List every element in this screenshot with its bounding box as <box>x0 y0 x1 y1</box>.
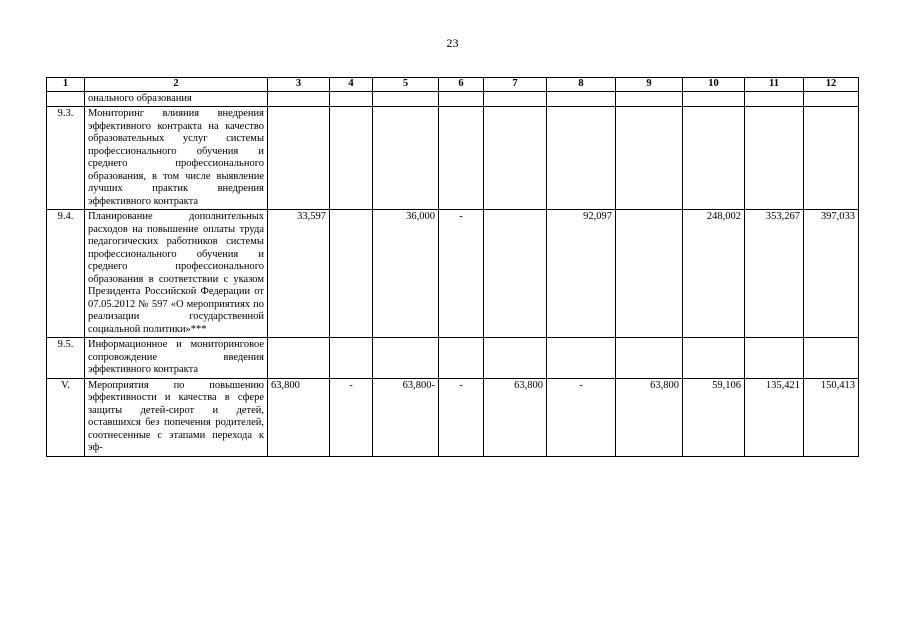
cell-value: - <box>439 378 484 456</box>
cell-value <box>373 338 439 379</box>
column-header: 2 <box>85 78 268 92</box>
cell-value: 63,800 <box>268 378 330 456</box>
cell-value: 150,413 <box>804 378 859 456</box>
column-header: 12 <box>804 78 859 92</box>
cell-value <box>683 107 745 210</box>
cell-value <box>268 338 330 379</box>
cell-value <box>616 107 683 210</box>
cell-value <box>268 107 330 210</box>
cell-value: 63,800 <box>616 378 683 456</box>
cell-value: 36,000 <box>373 210 439 338</box>
row-description: онального образования <box>85 91 268 107</box>
header-row <box>47 78 859 92</box>
cell-value: 92,097 <box>547 210 616 338</box>
cell-value <box>330 338 373 379</box>
cell-value <box>268 91 330 107</box>
table-row <box>47 107 859 210</box>
cell-value <box>804 91 859 107</box>
row-number: 9.3. <box>47 107 85 210</box>
cell-value: 33,597 <box>268 210 330 338</box>
cell-value: 135,421 <box>745 378 804 456</box>
cell-value: 397,033 <box>804 210 859 338</box>
data-table <box>46 77 859 457</box>
cell-value <box>547 107 616 210</box>
cell-value <box>547 91 616 107</box>
cell-value <box>330 107 373 210</box>
cell-value <box>616 338 683 379</box>
column-header: 11 <box>745 78 804 92</box>
cell-value: - <box>547 378 616 456</box>
cell-value: 63,800- <box>373 378 439 456</box>
cell-value: 248,002 <box>683 210 745 338</box>
cell-value <box>484 210 547 338</box>
row-description: Информационное и мониторинговое сопровождение введения эффективного контракта <box>85 338 268 379</box>
column-header: 5 <box>373 78 439 92</box>
table-row <box>47 378 859 456</box>
table-row <box>47 210 859 338</box>
cell-value <box>683 338 745 379</box>
cell-value <box>484 91 547 107</box>
cell-value <box>439 338 484 379</box>
cell-value: - <box>330 378 373 456</box>
row-number: 9.5. <box>47 338 85 379</box>
cell-value <box>484 107 547 210</box>
cell-value: - <box>439 210 484 338</box>
cell-value: 353,267 <box>745 210 804 338</box>
cell-value: 59,106 <box>683 378 745 456</box>
cell-value <box>547 338 616 379</box>
cell-value <box>330 91 373 107</box>
column-header: 8 <box>547 78 616 92</box>
cell-value <box>439 91 484 107</box>
cell-value <box>616 91 683 107</box>
cell-value <box>373 91 439 107</box>
cell-value <box>330 210 373 338</box>
cell-value <box>804 338 859 379</box>
row-description: Мероприятия по повышению эффективности и качества в сфере защиты детей-сирот и детей, оставшихся без попечения родителей, соотнесенные с этапами перехода к эф- <box>85 378 268 456</box>
cell-value <box>484 338 547 379</box>
row-number: V. <box>47 378 85 456</box>
page-number: 23 <box>446 36 459 50</box>
cell-value <box>439 107 484 210</box>
column-header: 10 <box>683 78 745 92</box>
row-description: Планирование дополнительных расходов на повышение оплаты труда педагогических работников системы профессионального обучения и среднего профессионального образования в соответствии с указом Президента Российской Федерации от 07.05.2012 № 597 «О мероприятиях по реализации государственной социальной политики»*** <box>85 210 268 338</box>
cell-value <box>745 107 804 210</box>
cell-value <box>683 91 745 107</box>
cell-value <box>616 210 683 338</box>
row-description: Мониторинг влияния внедрения эффективного контракта на качество образовательных услуг системы профессионального обучения и среднего профессионального образования, в том числе выявление лучших практик внедрения эффективного контракта <box>85 107 268 210</box>
column-header: 4 <box>330 78 373 92</box>
row-number <box>47 91 85 107</box>
column-header: 3 <box>268 78 330 92</box>
cell-value <box>373 107 439 210</box>
cell-value <box>804 107 859 210</box>
column-header: 1 <box>47 78 85 92</box>
table-row <box>47 338 859 379</box>
cell-value <box>745 338 804 379</box>
row-number: 9.4. <box>47 210 85 338</box>
column-header: 6 <box>439 78 484 92</box>
table-row <box>47 91 859 107</box>
column-header: 7 <box>484 78 547 92</box>
cell-value: 63,800 <box>484 378 547 456</box>
cell-value <box>745 91 804 107</box>
column-header: 9 <box>616 78 683 92</box>
